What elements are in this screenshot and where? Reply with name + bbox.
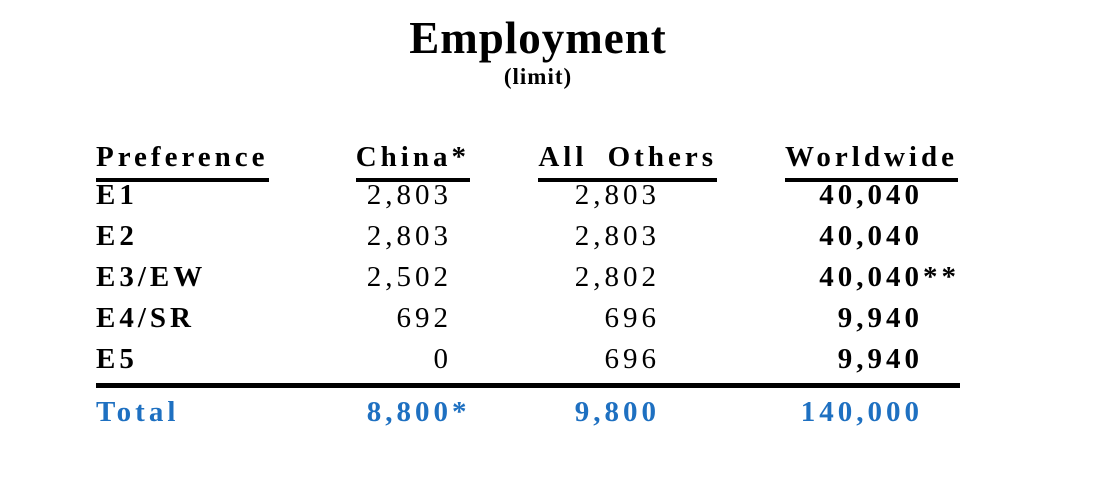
column-header-preference: Preference	[96, 141, 340, 182]
cell-china: 8,800 *	[340, 392, 476, 433]
table-row-e1	[96, 175, 960, 216]
cell-all-others: 696	[604, 302, 660, 334]
footnote-marker: **	[923, 261, 960, 293]
table-row-e5	[96, 339, 960, 380]
table-row-e3-ew	[96, 257, 960, 298]
cell-all-others: 2,803	[574, 179, 660, 211]
cell-all-others: 2,802	[574, 261, 660, 293]
cell-all-others: 9,800	[574, 396, 660, 428]
employment-limit-table	[96, 141, 960, 433]
cell-preference: E1	[96, 179, 138, 211]
table-row-e2	[96, 216, 960, 257]
table-row-total	[96, 392, 960, 433]
page-subtitle: (limit)	[503, 63, 573, 89]
cell-china: 2,803	[366, 179, 452, 211]
column-header-china: China*	[340, 141, 476, 182]
total-separator-rule	[96, 383, 960, 388]
cell-worldwide: 40,040 **	[720, 257, 960, 298]
cell-preference: Total	[96, 396, 180, 428]
cell-worldwide: 9,940	[837, 302, 923, 334]
column-header-all-others: All Others	[476, 141, 720, 182]
cell-china: 692	[396, 302, 452, 334]
cell-worldwide: 9,940	[837, 343, 923, 375]
cell-all-others: 2,803	[574, 220, 660, 252]
cell-all-others: 696	[604, 343, 660, 375]
page-title: Employment	[409, 13, 667, 63]
cell-preference: E3/EW	[96, 261, 207, 293]
table-header-row	[96, 141, 960, 175]
cell-china: 0	[433, 343, 452, 375]
footnote-marker: *	[452, 396, 471, 428]
cell-worldwide: 40,040	[819, 220, 923, 252]
cell-china: 2,803	[366, 220, 452, 252]
cell-china: 2,502	[366, 261, 452, 293]
table-row-e4-sr	[96, 298, 960, 339]
cell-worldwide: 40,040	[819, 179, 923, 211]
cell-preference: E2	[96, 220, 138, 252]
cell-preference: E5	[96, 343, 138, 375]
cell-preference: E4/SR	[96, 302, 195, 334]
column-header-worldwide: Worldwide	[720, 141, 960, 182]
cell-worldwide: 140,000	[800, 396, 923, 428]
